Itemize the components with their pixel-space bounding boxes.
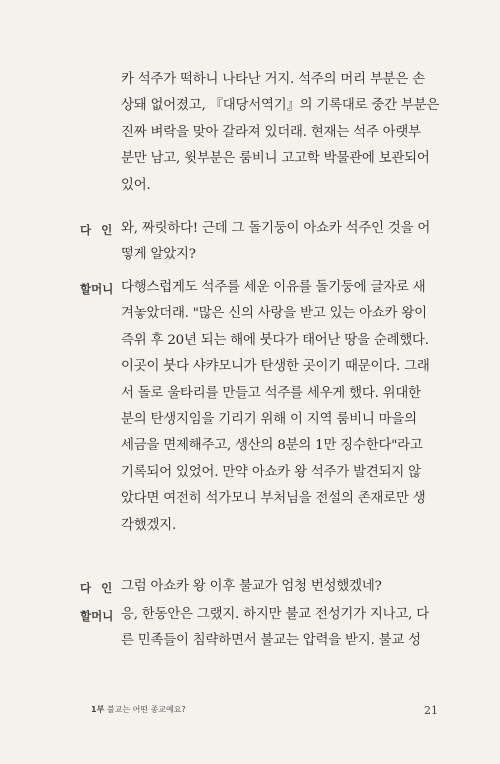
dialogue-text bbox=[121, 275, 451, 539]
text-line: 겨놓았더래. "많은 신의 사랑을 받고 있는 아쇼카 왕이 bbox=[121, 306, 427, 322]
text-line: 상돼 없어졌고, 『대당서역기』의 기록대로 중간 부분은 bbox=[121, 98, 440, 114]
text-line: 기록되어 있었어. 만약 아쇼카 왕 석주가 발견되지 않 bbox=[121, 464, 421, 480]
text-line: 았다면 여전히 석가모니 부처님을 전설의 존재로만 생 bbox=[121, 491, 426, 507]
speaker-label: 다 인 bbox=[80, 581, 116, 595]
running-footer bbox=[91, 704, 186, 715]
text-line: 진짜 벼락을 맞아 갈라져 있더래. 현재는 석주 아랫부 bbox=[121, 124, 421, 140]
part-label: 1부 bbox=[91, 705, 105, 714]
text-line: 분만 남고, 윗부분은 룸비니 고고학 박물관에 보관되어 bbox=[121, 151, 430, 167]
text-line: 각했겠지. bbox=[121, 517, 176, 533]
text-line: 있어. bbox=[121, 177, 151, 193]
text-line: 카 석주가 떡하니 나타난 거지. 석주의 머리 부분은 손 bbox=[121, 72, 425, 87]
dialogue-text bbox=[121, 574, 451, 600]
text-line: 다행스럽게도 석주를 세운 이유를 돌기둥에 글자로 새 bbox=[121, 280, 426, 295]
dialogue-text bbox=[121, 602, 451, 655]
speaker-label: 다 인 bbox=[80, 223, 116, 237]
text-line: 즉위 후 20년 되는 해에 붓다가 태어난 땅을 순례했다. bbox=[121, 332, 429, 348]
text-line: 른 민족들이 침략하면서 불교는 압력을 받지. 불교 성 bbox=[121, 633, 421, 649]
chapter-title: 불교는 어떤 종교예요? bbox=[106, 705, 186, 714]
text-line: 분의 탄생지임을 기리기 위해 이 지역 룸비니 마을의 bbox=[121, 411, 417, 427]
text-line: 응, 한동안은 그랬지. 하지만 불교 전성기가 지나고, 다 bbox=[121, 607, 430, 622]
text-line: 이곳이 붓다 샤캬모니가 탄생한 곳이기 때문이다. 그래 bbox=[121, 359, 430, 375]
text-line: 떻게 알았지? bbox=[121, 247, 196, 263]
text-line: 서 돌로 울타리를 만들고 석주를 세우게 했다. 위대한 bbox=[121, 385, 421, 401]
dialogue-text bbox=[121, 216, 451, 269]
speaker-label: 할머니 bbox=[80, 282, 114, 296]
text-line: 와, 짜릿하다! 근데 그 돌기둥이 아쇼카 석주인 것을 어 bbox=[121, 221, 431, 236]
page-number: 21 bbox=[424, 704, 438, 717]
dialogue-text bbox=[121, 67, 451, 199]
text-line: 그럼 아쇼카 왕 이후 불교가 엄청 번성했겠네? bbox=[121, 579, 382, 594]
text-line: 세금을 면제해주고, 생산의 8분의 1만 징수한다"라고 bbox=[121, 438, 423, 454]
speaker-label: 할머니 bbox=[80, 609, 114, 623]
